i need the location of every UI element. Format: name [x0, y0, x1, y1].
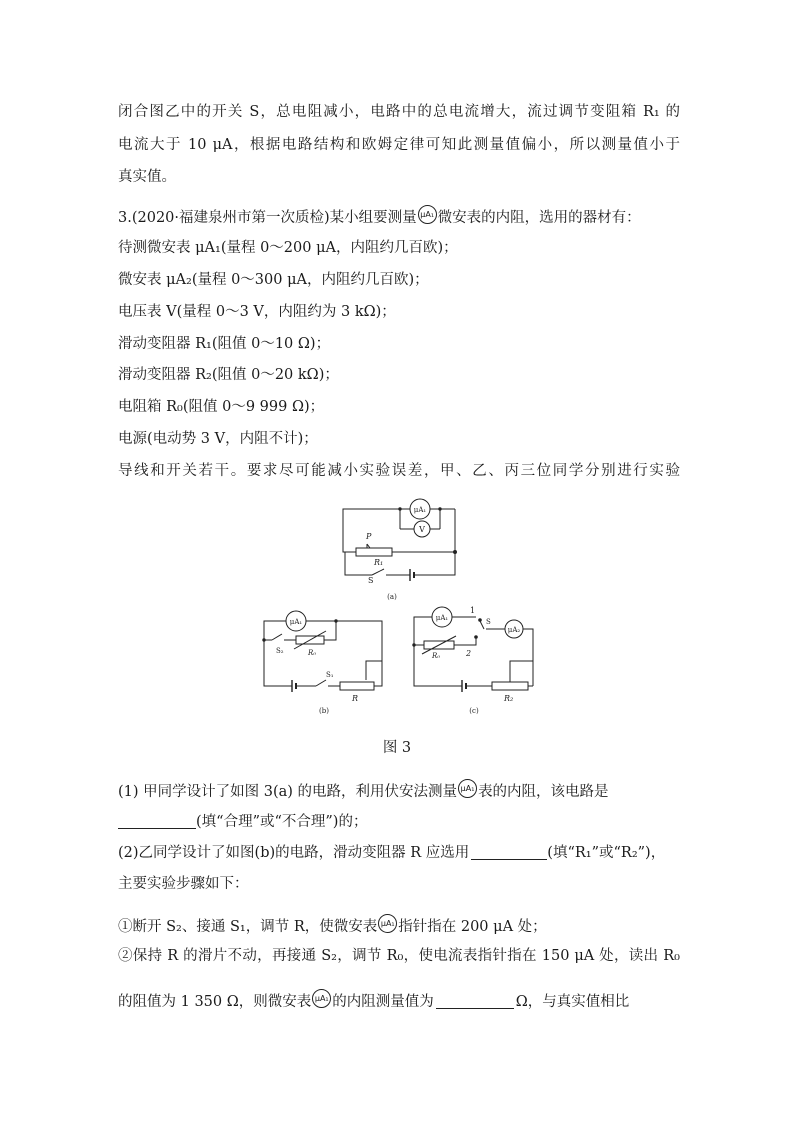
c-resistor-label: R₂	[504, 694, 514, 703]
equipment-item-7: 电源(电动势 3 V，内阻不计)；	[118, 431, 318, 447]
c-meter2-label: μA₂	[507, 626, 521, 634]
circuit-figure	[0, 495, 794, 725]
c-switch-label: S	[486, 618, 491, 626]
switch-s2-icon	[272, 634, 282, 640]
c-meter1-label: μA₁	[435, 614, 449, 622]
a-slider-label: P	[366, 532, 372, 541]
a-fig-label: (a)	[387, 593, 397, 601]
a-switch-label: S	[368, 576, 374, 585]
equipment-item-8: 导线和开关若干。要求尽可能减小实验误差，甲、乙、丙三位同学分别进行实验	[118, 463, 680, 479]
b-fig-label: (b)	[319, 707, 329, 715]
intro-line-3: 真实值。	[118, 169, 176, 185]
equipment-item-5: 滑动变阻器 R₂(阻值 0～20 kΩ)；	[118, 367, 339, 383]
part1-text-c: (填“合理”或“不合理”)的；	[196, 814, 368, 830]
part1-text-b: 表的内阻，该电路是	[478, 784, 609, 800]
microammeter-step2-icon: μA₁	[312, 989, 331, 1008]
rheostat-r-icon	[340, 682, 374, 690]
answer-blank-3[interactable]	[436, 992, 514, 1009]
circuit-a	[343, 499, 457, 601]
answer-blank-2[interactable]	[471, 843, 547, 860]
question-heading	[118, 205, 680, 228]
part1-line-2	[118, 812, 680, 832]
c-pos2-label: 2	[466, 649, 472, 658]
rheostat-r2-icon	[492, 682, 528, 690]
part2-text-a: (2)乙同学设计了如图(b)的电路，滑动变阻器 R 应选用	[118, 845, 470, 861]
microammeter-step1-icon: μA₁	[378, 914, 397, 933]
b-switch2-label: S₂	[276, 647, 284, 655]
a-meter1-label: μA₁	[413, 506, 427, 514]
b-meter-label: μA₁	[289, 618, 303, 626]
step2-text-b: 的内阻测量值为	[332, 994, 434, 1010]
heading-text-b: 微安表的内阻，选用的器材有：	[437, 210, 641, 226]
step2-text-a: 的阻值为 1 350 Ω，则微安表	[118, 994, 312, 1010]
microammeter-inline-icon: μA₁	[458, 779, 477, 798]
switch-s1-icon	[316, 680, 326, 686]
part1-text-a: (1) 甲同学设计了如图 3(a) 的电路，利用伏安法测量	[118, 784, 458, 800]
c-fig-label: (c)	[469, 707, 479, 715]
intro-line-1: 闭合图乙中的开关 S，总电阻减小，电路中的总电流增大，流过调节变阻箱 R₁ 的	[118, 104, 680, 120]
a-resistor-label: R₁	[374, 558, 384, 567]
heading-text-a: 3.(2020·福建泉州市第一次质检)某小组要测量	[118, 210, 417, 226]
step1-text-b: 指针指在 200 μA 处；	[398, 919, 547, 935]
c-pos1-label: 1	[470, 606, 476, 615]
rheostat-r1-icon	[356, 548, 392, 556]
b-box-label: R₀	[308, 649, 317, 657]
equipment-item-4: 滑动变阻器 R₁(阻值 0～10 Ω)；	[118, 336, 331, 352]
equipment-item-2: 微安表 μA₂(量程 0～300 μA，内阻约几百欧)；	[118, 272, 429, 288]
step2-text-c: Ω，与真实值相比	[515, 994, 630, 1010]
part2-text-b: (填“R₁”或“R₂”)，	[547, 845, 666, 861]
switch-a-icon	[372, 569, 384, 575]
microammeter-icon: μA₁	[418, 205, 437, 224]
answer-blank-1[interactable]	[118, 812, 196, 829]
step1-text-a: ①断开 S₂、接通 S₁，调节 R，使微安表	[118, 919, 378, 935]
part2-line-2: 主要实验步骤如下：	[118, 876, 249, 892]
circuit-b	[263, 611, 382, 715]
intro-line-2: 电流大于 10 μA，根据电路结构和欧姆定律可知此测量值偏小，所以测量值小于	[118, 137, 680, 153]
equipment-item-3: 电压表 V(量程 0～3 V，内阻约为 3 kΩ)；	[118, 304, 396, 320]
b-switch1-label: S₁	[326, 671, 334, 679]
equipment-item-6: 电阻箱 R₀(阻值 0～9 999 Ω)；	[118, 399, 325, 415]
step2-line-2	[118, 989, 680, 1012]
figure-caption: 图 3	[382, 740, 412, 756]
part2-line-1	[118, 843, 680, 863]
b-resistor-label: R	[352, 694, 359, 703]
step2-line-1: ②保持 R 的滑片不动，再接通 S₂，调节 R₀，使电流表指针指在 150 μA 处，读出 R₀	[118, 948, 680, 964]
step1-line	[118, 914, 680, 937]
c-box-label: R₀	[432, 652, 441, 660]
a-meter2-label: V	[419, 525, 425, 534]
equipment-item-1: 待测微安表 μA₁(量程 0～200 μA，内阻约几百欧)；	[118, 240, 458, 256]
circuit-c	[413, 606, 533, 715]
part1-line-1	[118, 779, 680, 802]
